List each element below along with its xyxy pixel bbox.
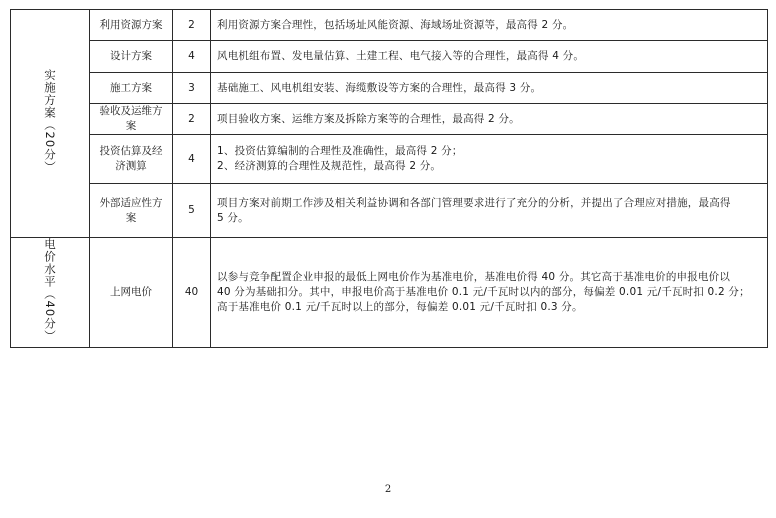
- category-label: 实施方案（20分）: [43, 68, 57, 174]
- scoring-table: [10, 9, 768, 348]
- item-name: 验收及运维方案: [90, 104, 173, 135]
- description-line: 基础施工、风电机组安装、海缆敷设等方案的合理性，最高得 3 分。: [217, 81, 542, 94]
- item-name: 利用资源方案: [90, 10, 173, 41]
- category-cell: [11, 10, 90, 238]
- item-points: 2: [173, 104, 211, 135]
- item-points: 4: [173, 135, 211, 184]
- table-row: [11, 184, 768, 238]
- item-name: 上网电价: [90, 238, 173, 348]
- description-line: 高于基准电价 0.1 元/千瓦时以上的部分，每偏差 0.01 元/千瓦时扣 0.3 分。: [217, 301, 583, 314]
- item-description: [211, 238, 768, 348]
- item-name: 投资估算及经济测算: [90, 135, 173, 184]
- category-label: 电价水平（40分）: [43, 238, 57, 343]
- description-line: 以参与竞争配置企业申报的最低上网电价作为基准电价，基准电价得 40 分。其它高于基准电价的申报电价以: [217, 271, 731, 284]
- table-row: [11, 73, 768, 104]
- item-points: 3: [173, 73, 211, 104]
- description-line: 2、经济测算的合理性及规范性，最高得 2 分。: [217, 160, 442, 172]
- item-description: [211, 135, 768, 184]
- item-points: 40: [173, 238, 211, 348]
- description-line: 项目验收方案、运维方案及拆除方案等的合理性，最高得 2 分。: [217, 112, 520, 125]
- item-name: 设计方案: [90, 41, 173, 73]
- category-cell: [11, 238, 90, 348]
- item-description: [211, 41, 768, 73]
- description-line: 40 分为基础扣分。其中，申报电价高于基准电价 0.1 元/千瓦时以内的部分，每偏差 0.01 元/千瓦时扣 0.2 分；: [217, 286, 750, 299]
- description-line: 风电机组布置、发电量估算、土建工程、电气接入等的合理性，最高得 4 分。: [217, 50, 585, 62]
- item-description: [211, 184, 768, 238]
- item-description: [211, 73, 768, 104]
- description-line: 5 分。: [217, 211, 249, 224]
- description-line: 1、投资估算编制的合理性及准确性，最高得 2 分；: [217, 145, 463, 157]
- table-row: [11, 41, 768, 73]
- page-number: 2: [384, 484, 392, 495]
- table-row: [11, 238, 768, 348]
- item-points: 4: [173, 41, 211, 73]
- item-description: [211, 10, 768, 41]
- item-name: 施工方案: [90, 73, 173, 104]
- description-line: 利用资源方案合理性，包括场址风能资源、海域场址资源等，最高得 2 分。: [217, 18, 574, 31]
- table-row: [11, 10, 768, 41]
- item-points: 5: [173, 184, 211, 238]
- description-line: 项目方案对前期工作涉及相关利益协调和各部门管理要求进行了充分的分析，并提出了合理应对措施，最高得: [217, 196, 731, 209]
- item-description: [211, 104, 768, 135]
- table-row: [11, 135, 768, 184]
- item-points: 2: [173, 10, 211, 41]
- table-row: [11, 104, 768, 135]
- item-name: 外部适应性方案: [90, 184, 173, 238]
